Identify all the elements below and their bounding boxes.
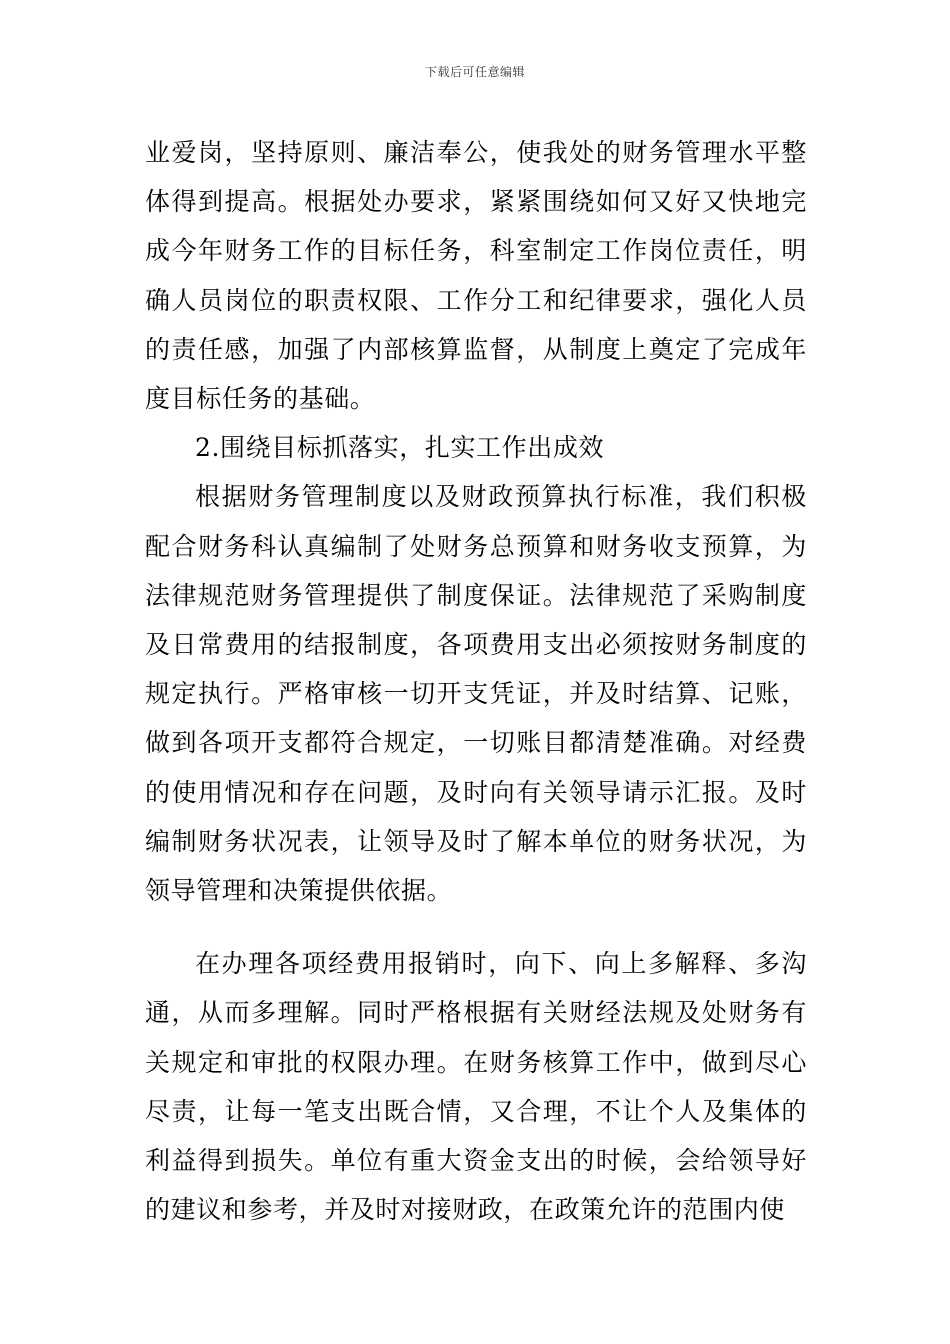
paragraph-reimbursement: 在办理各项经费用报销时，向下、向上多解释、多沟通，从而多理解。同时严格根据有关财经法规及处财务有关规定和审批的权限办理。在财务核算工作中，做到尽心尽责，让每一笔支出既合情，又合理，不让个人及集体的利益得到损失。单位有重大资金支出的时候，会给领导好的建议和参考，并及时对接财政，在政策允许的范围内使	[145, 949, 807, 1225]
paragraph-continuation: 业爱岗，坚持原则、廉洁奉公，使我处的财务管理水平整体得到提高。根据处办要求，紧紧围绕如何又好又快地完成今年财务工作的目标任务，科室制定工作岗位责任，明确人员岗位的职责权限、工作分工和纪律要求，强化人员的责任感，加强了内部核算监督，从制度上奠定了完成年度目标任务的基础。	[145, 138, 807, 414]
page-header-note: 下载后可任意编辑	[424, 65, 525, 79]
section-heading: 2.围绕目标抓落实，扎实工作出成效	[195, 433, 605, 463]
document-body	[145, 128, 807, 1234]
paragraph-budget: 根据财务管理制度以及财政预算执行标准，我们积极配合财务科认真编制了处财务总预算和财务收支预算，为法律规范财务管理提供了制度保证。法律规范了采购制度及日常费用的结报制度，各项费用支出必须按财务制度的规定执行。严格审核一切开支凭证，并及时结算、记账，做到各项开支都符合规定，一切账目都清楚准确。对经费的使用情况和存在问题，及时向有关领导请示汇报。及时编制财务状况表，让领导及时了解本单位的财务状况，为领导管理和决策提供依据。	[145, 482, 807, 906]
